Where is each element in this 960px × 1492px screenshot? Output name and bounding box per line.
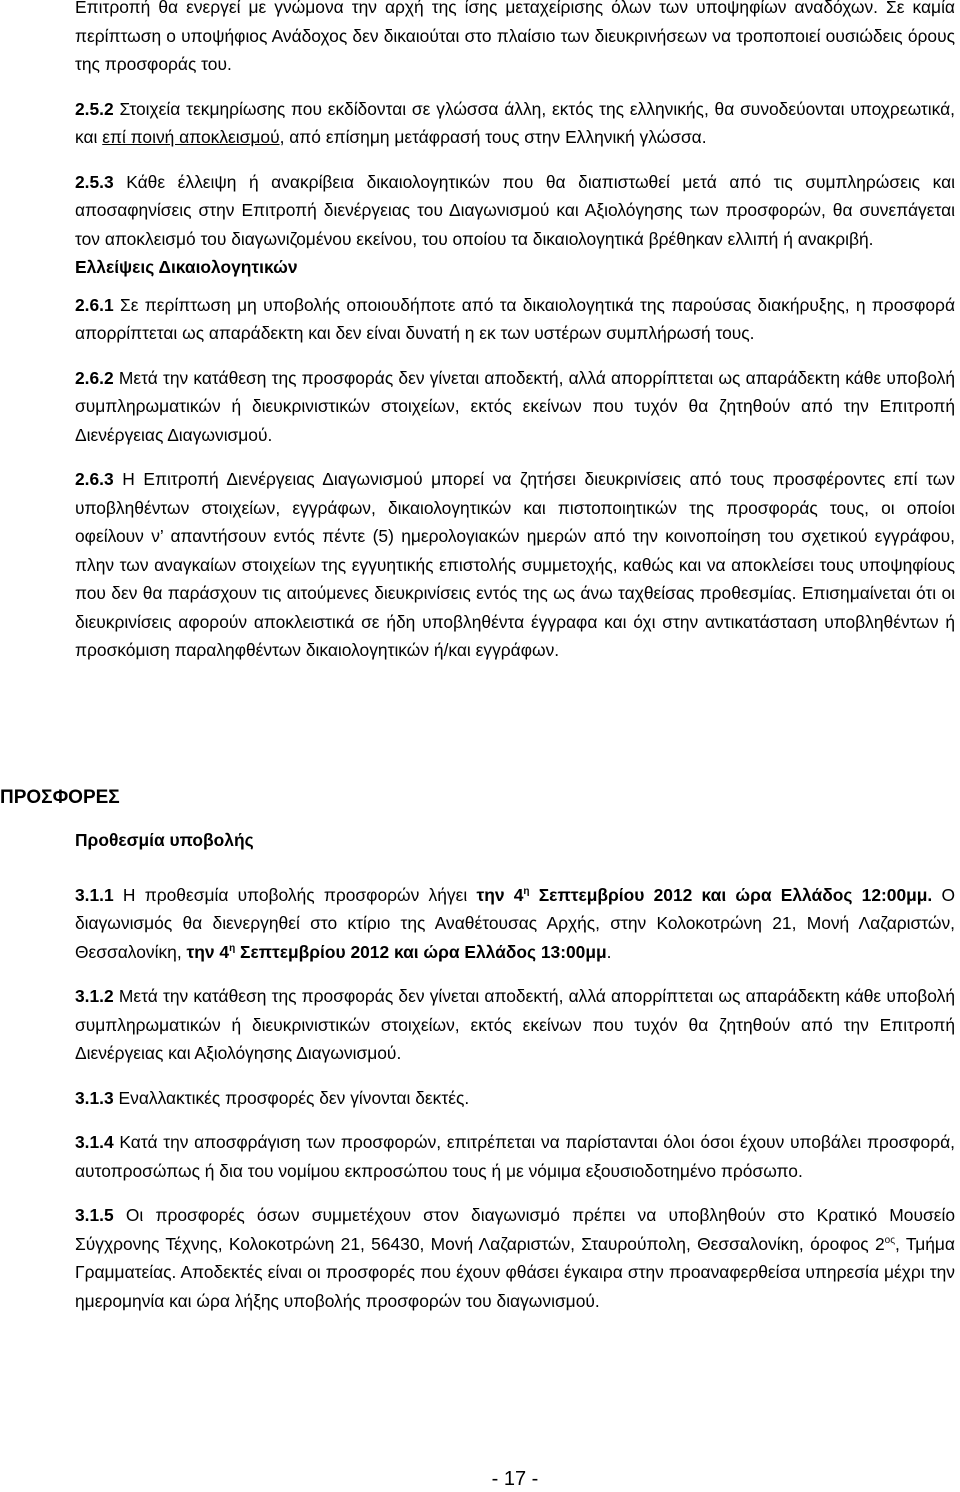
superscript: η — [523, 885, 530, 897]
clause-number: 3.1.1 — [75, 884, 114, 905]
paragraph-text: Μετά την κατάθεση της προσφοράς δεν γίνεται αποδεκτή, αλλά απορρίπτεται ως απαράδεκτη κάθε υποβολή συμπληρωματικών ή διευκρινιστικών στοιχείων, εκτός εκείνων που τυχόν θα ζητηθούν από την Επιτροπή Διενέργειας Διαγωνισμού. — [75, 367, 955, 445]
paragraph-text: Μετά την κατάθεση της προσφοράς δεν γίνεται αποδεκτή, αλλά απορρίπτεται ως απαράδεκτη κάθε υποβολή συμπληρωματικών ή διευκρινιστικών στοιχείων, εκτός εκείνων που τυχόν θα ζητηθούν από την Επιτροπή Διενέργειας και Αξιολόγησης Διαγωνισμού. — [75, 986, 955, 1063]
paragraph-text: Η Επιτροπή Διενέργειας Διαγωνισμού μπορεί να ζητήσει διευκρινίσεις από τους προσφέροντες επί των υποβληθέντων στοιχείων, εγγράφων, δικαιολογητικών και πιστοποιητικών της προσφοράς τους, οι οποίοι οφείλουν ν’ απαντήσουν εντός πέντε (5) ημερολογιακών ημερών από την κοινοποίηση του σχετικού εγγράφου, πλην των αναγκαίων στοιχείων της εγγυητικής επιστολής συμμετοχής, καθώς και να αποκλείσει τους υποψηφίους που δεν θα παράσχουν τις αιτούμενες διευκρινίσεις εντός της ως άνω ταχθείσας προθεσμίας. Επισημαίνεται ότι οι διευκρινίσεις αφορούν αποκλειστικά σε ήδη υποβληθέντα έγγραφα και όχι στην αντικατάσταση υποβληθέντων ή προσκόμιση παραληφθέντων δικαιολογητικών ή/και εγγράφων. — [75, 469, 955, 660]
section-heading-deficiencies: Ελλείψεις Δικαιολογητικών — [75, 257, 298, 277]
page-number: - 17 - — [491, 1468, 539, 1490]
paragraph-text: . — [606, 941, 612, 962]
clause-number: 2.6.3 — [75, 469, 114, 489]
bold-text: την 4 — [476, 884, 524, 905]
paragraph-3-1-3 — [75, 1084, 955, 1113]
clause-number: 2.5.2 — [75, 98, 114, 119]
clause-number: 2.6.2 — [75, 367, 114, 388]
section-heading-deadline: Προθεσμία υποβολής — [75, 830, 254, 850]
underlined-text: επί ποινή αποκλεισμού — [102, 127, 280, 147]
clause-number: 3.1.2 — [75, 986, 114, 1006]
clause-number: 3.1.4 — [75, 1132, 114, 1152]
paragraph-text: Οι προσφορές όσων συμμετέχουν στον διαγωνισμό πρέπει να υποβληθούν στο Κρατικό Μουσείο Σύγχρονης Τέχνης, Κολοκοτρώνη 21, 56430, Μονή Λαζαριστών, Σταυρούπολη, Θεσσαλονίκη, όροφος 2 — [75, 1205, 955, 1254]
paragraph-2-6-2 — [75, 364, 955, 450]
paragraph-text: Σε περίπτωση μη υποβολής οποιουδήποτε από τα δικαιολογητικά της παρούσας διακήρυξης, η προσφορά απορρίπτεται ως απαράδεκτη και δεν είναι δυνατή η εκ των υστέρων συμπλήρωσή τους. — [75, 294, 955, 343]
page-body-offers — [75, 826, 955, 1315]
paragraph-2-5-3 — [75, 168, 955, 254]
paragraph-text: Η προθεσμία υποβολής προσφορών λήγει — [113, 884, 477, 905]
chapter-heading-offers: ΠΡΟΣΦΟΡΕΣ — [0, 787, 120, 808]
clause-number: 3.1.5 — [75, 1205, 114, 1225]
superscript: η — [229, 942, 236, 954]
clause-number: 2.6.1 — [75, 294, 114, 315]
paragraph-text: , από επίσημη μετάφρασή τους στην Ελληνική γλώσσα. — [279, 127, 707, 147]
opening-date-bold — [187, 942, 607, 962]
paragraph-3-1-5 — [75, 1201, 955, 1315]
paragraph-3-1-4 — [75, 1128, 955, 1185]
paragraph-3-1-2 — [75, 982, 955, 1068]
paragraph-text: Ο διαγωνισμός θα διενεργηθεί στο κτίριο της Αναθέτουσας Αρχής, στην Κολοκοτρώνη 21, Μονή Λαζαριστών, Θεσσαλονίκη, — [75, 884, 955, 962]
clause-number: 3.1.3 — [75, 1087, 114, 1108]
paragraph-text: Στοιχεία τεκμηρίωσης που εκδίδονται σε γλώσσα άλλη, εκτός της ελληνικής, θα συνοδεύονται υποχρεωτικά, και — [75, 98, 955, 147]
deadline-date-bold — [476, 885, 932, 905]
paragraph-2-6-3 — [75, 465, 955, 665]
page-body — [75, 0, 955, 665]
paragraph-text: Κάθε έλλειψη ή ανακρίβεια δικαιολογητικών που θα διαπιστωθεί μετά από τις συμπληρώσεις και αποσαφηνίσεις στην Επιτροπή διενέργειας του Διαγωνισμού και Αξιολόγησης των προσφορών, θα συνεπάγεται τον αποκλεισμό του διαγωνιζομένου εκείνου, του οποίου τα δικαιολογητικά βρέθηκαν ελλιπή ή ανακριβή. — [75, 171, 955, 249]
paragraph-2-6-1 — [75, 291, 955, 348]
paragraph-text: , Τμήμα Γραμματείας. Αποδεκτές είναι οι προσφορές που έχουν φθάσει έγκαιρα στην προαναφερθείσα υπηρεσία μέχρι την ημερομηνία και ώρα λήξης υποβολής προσφορών του διαγωνισμού. — [75, 1233, 955, 1311]
paragraph-2-5-1-continuation: Επιτροπή θα ενεργεί με γνώμονα την αρχή της ίσης μεταχείρισης όλων των υποψηφίων αναδόχων. Σε καμία περίπτωση ο υποψήφιος Ανάδοχος δεν δικαιούται στο πλαίσιο των διευκρινήσεων να τροποποιεί ουσιώδεις όρους της προσφοράς του. — [75, 0, 955, 74]
paragraph-text: Κατά την αποσφράγιση των προσφορών, επιτρέπεται να παρίστανται όλοι όσοι έχουν υποβάλει προσφορά, αυτοπροσώπως ή δια του νομίμου εκπροσώπου τους ή με νόμιμα εξουσιοδοτημένο πρόσωπο. — [75, 1132, 955, 1181]
paragraph-3-1-1 — [75, 881, 955, 967]
paragraph-text: Εναλλακτικές προσφορές δεν γίνονται δεκτές. — [113, 1087, 470, 1108]
bold-text: Σεπτεμβρίου 2012 και ώρα Ελλάδος 12:00μμ. — [529, 884, 933, 905]
bold-text: την 4 — [186, 941, 230, 962]
superscript: ος — [884, 1234, 896, 1246]
paragraph-2-5-2 — [75, 95, 955, 152]
bold-text: Σεπτεμβρίου 2012 και ώρα Ελλάδος 13:00μμ — [235, 941, 607, 962]
clause-number: 2.5.3 — [75, 171, 114, 192]
